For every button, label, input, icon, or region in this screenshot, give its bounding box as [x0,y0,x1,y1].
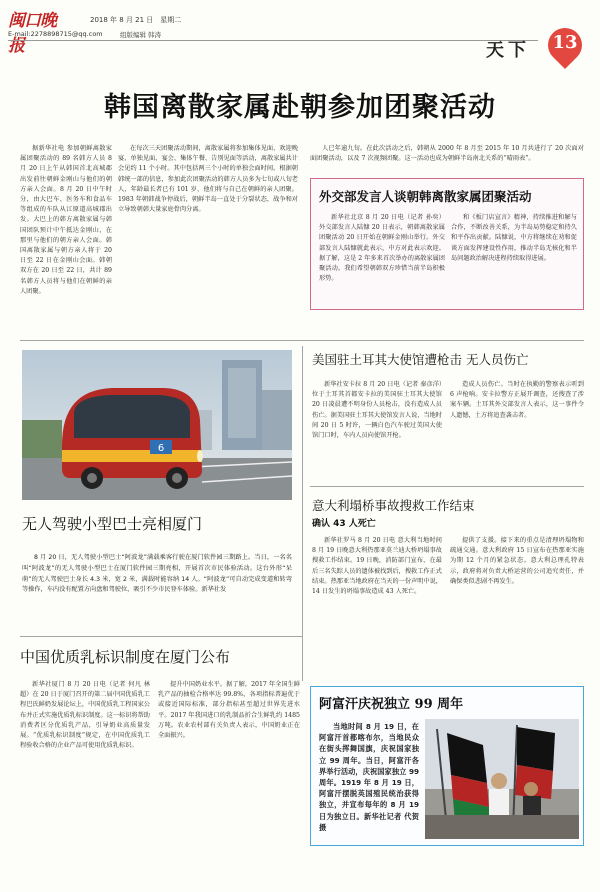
lead-headline: 韩国离散家属赴朝参加团聚活动 [104,92,496,123]
mfa-sidebar-box [310,178,584,310]
contact-email: E-mail:2278898715@qq.com [8,30,103,38]
mfa-column-right: 和《板门店宣言》精神，持续推进和解与合作，不断改善关系，为半岛局势稳定和持久和平作出贡献。陆慷说，中方将继续在劝和促谈方面发挥建设性作用，推动半岛无核化和半岛问题政治解决进程持续取得进展。 [451,214,577,262]
us-embassy-headline: 美国驻土耳其大使馆遭枪击 无人员伤亡 [312,352,529,367]
bus-caption: 8 月 20 日，无人驾驶小型巴士“阿波龙”满载乘客行驶在厦门软件园三期路上。当日，一名名叫“阿波龙”的无人驾驶小型巴士在厦门软件园三期亮相，开展首次市民体验活动。这台外形“呆萌”的无人驾驶巴士身长 4.3 米，宽 2 米，满载时能容纳 14 人。“阿波龙”可自动完成变道和转弯等操作，车内没有配置方向盘和驾驶位，吸引不少市民登车体验。新华社发 [22,554,292,594]
issue-date: 2018 年 8 月 21 日 星期二 [90,16,182,24]
afghan-headline: 阿富汗庆祝独立 99 周年 [319,697,464,712]
dairy-headline: 中国优质乳标识制度在厦门公布 [20,648,231,666]
editor-credit: 组版编辑 韩涛 [120,31,162,39]
header-divider [8,40,538,41]
italy-subheadline: 确认 43 人死亡 [312,519,376,529]
us-embassy-column-left: 新华社安卡拉 8 月 20 日电（记者 秦彦洋）位于土耳其首都安卡拉的美国驻土耳其大使馆 20 日凌晨遭不明身份人员枪击，没有造成人员伤亡。据美国驻土耳其大使馆发言人说，当地时间 20 日 5 时许，一辆白色汽车驶过美国大使馆门口时，车内人员向使馆开枪。 [312,381,442,440]
afghan-photo-image [425,719,579,839]
lead-column-1: 据新华社电 参加朝鲜离散家属团聚活动的 89 名韩方人员 8 月 20 日上午从韩国首北高城郡出发前往朝鲜金刚山与他们的朝方亲人会面。8 月 20 日中午时分，由大巴车、医务车和食品车等组成的车队从江原道高城郡出发。大巴上的韩方离散家属与韩国团队预计中午抵达金刚山，在那里与他们的朝方亲人会面。韩国离散家属与朝方亲人将于 20 日至 22 日在金刚山会面。韩朝双方在 20 日至 22 日，共计 89 名韩方人员将与他们在朝鲜的亲人团聚。 [20,145,112,295]
section-divider [20,340,584,341]
column-divider [302,346,303,681]
section-title: 天下 [486,40,530,61]
italy-headline: 意大利塌桥事故搜救工作结束 [312,498,475,513]
bus-photo [22,350,292,500]
masthead-logo: 闽口晚报 [8,11,56,56]
lead-column-2: 在每次三天团聚活动期间，离散家属将参加集体见面、欢迎晚宴、单独见面、宴会、集体午餐、告别见面等活动，离散家属共计会见约 11 个小时。其中包括两三个小时的单独会面时间。根据朝韩统一部的信息，参加此次团聚活动的韩方人员多为七旬或八旬老人，年龄最长者已有 101 岁，他们将与自己在朝鲜的亲人团聚。1983 年朝韩战争停战后，朝鲜半岛一直处于分裂状态，战争和对立导致朝韩大量家庭骨肉分离。 [118,145,298,214]
mfa-headline: 外交部发言人谈朝韩离散家属团聚活动 [319,189,532,204]
dairy-column-left: 新华社厦门 8 月 20 日电（记者 何凡 林超）在 20 日于厦门召开的第二届中国优质乳工程巴氏鲜奶发展论坛上，中国优质乳工程国家公布并正式实施优质乳标识制度。这一标识将帮助消费者区分优质乳产品，引导奶业高质量发展。“优质乳标识制度”规定，在中国优质乳工程验收合格的企业产品可使用优质乳标识。 [20,681,150,750]
afghan-feature-box [310,686,584,846]
bus-plate-number: 6 [157,443,165,454]
afghan-photo [425,719,579,839]
dairy-column-right: 提升中国奶业水平。据了解，2017 年全国生鲜乳产品的抽检合格率达 99.8%，各项指标普遍优于或接近国际标准，部分指标甚至超过世界先进水平。2017 年我国进口的乳制品折合生鲜乳约 1485 万吨。农业农村部有关负责人表示，中国奶业正在全面振兴。 [158,681,300,740]
page-number: 13 [552,32,578,53]
lead-column-3: 人已年逾九旬。在此次活动之后，韩朝从 2000 年 8 月至 2015 年 10 月共进行了 20 次面对面团聚活动，以及 7 次视频团聚。这一活动也成为朝鲜半岛南北关系的“晴雨表”。 [310,145,584,163]
bus-headline: 无人驾驶小型巴士亮相厦门 [22,515,203,533]
italy-column-left: 新华社罗马 8 月 20 日电 意大利当地时间 8 月 19 日晚意大利热那亚莫兰迪大桥坍塌事故搜救工作结束。19 日晚，消防部门宣布，在最后三名失踪人员的遗体被找到后，搜救工作正式结束。热那亚当地政府在当天的一份声明中说，14 日发生的坍塌事故造成 43 人死亡。 [312,537,442,596]
afghan-caption: 当地时间 8 月 19 日，在阿富汗首都喀布尔，当地民众在街头挥舞国旗，庆祝国家独立 99 周年。当日，阿富汗各界举行活动，庆祝国家独立 99 周年。1919 年 8 月 19 日，阿富汗摆脱英国殖民统治获得独立，并宣布每年的 8 月 19 日为独立日。新华社记者 代贺 摄 [319,722,419,832]
italy-divider [310,486,584,487]
italy-column-right: 提供了支援。接下来的重点是清理坍塌物和疏通交通。意大利政府 15 日宣布在热那亚实施为期 12 个月的紧急状态。意大利总理孔特表示，政府将对负责大桥运营的公司追究责任，并确保类似悲剧不再发生。 [450,537,584,585]
bus-photo-image [22,350,292,500]
us-embassy-column-right: 造成人员伤亡。当时在执勤的警察表示听到 6 声枪响。安卡拉警方正展开调查，还搜查了涉案车辆。土耳其外交部发言人表示，这一事件令人遗憾，土方将追查袭击者。 [450,381,584,419]
mfa-column-left: 新华社北京 8 月 20 日电（记者 孙奕）外交部发言人陆慷 20 日表示，朝韩离散家属团聚活动 20 日开始在朝鲜金刚山举行。外交部发言人陆慷就此表示，中方对此表示欢迎。据了解，这是 2 年多来首次举办的离散家属团聚活动。我们希望朝韩双方珍惜当前半岛积极形势。 [319,214,445,283]
dairy-divider [20,636,302,637]
